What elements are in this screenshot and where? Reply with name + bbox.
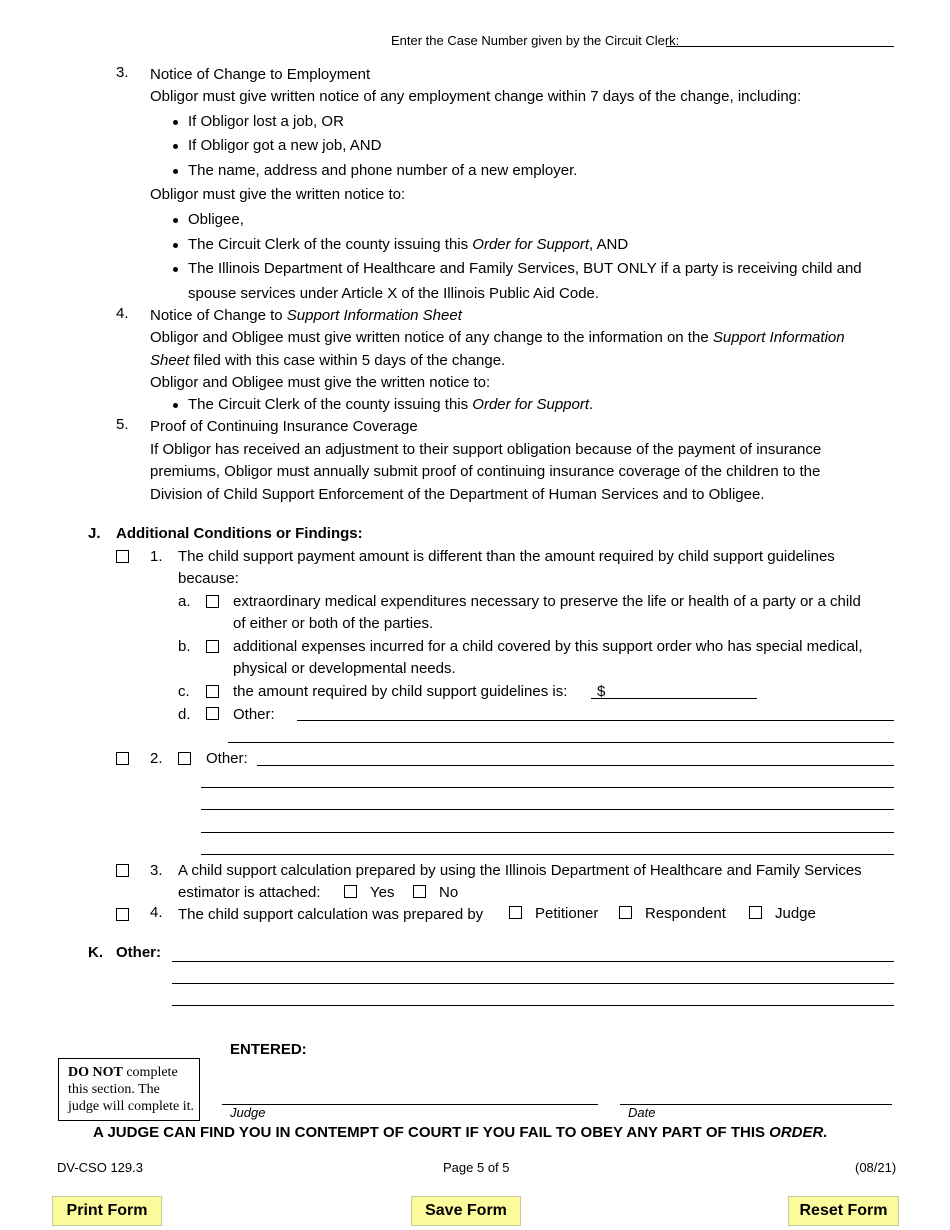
- date-field[interactable]: [620, 1104, 892, 1105]
- j3-line-1: A child support calculation prepared by using the Illinois Department of Healthcare and Family Services: [178, 862, 862, 879]
- j1a-letter: a.: [178, 593, 191, 610]
- j1a-line-1: extraordinary medical expenditures necessary to preserve the life or health of a party or a child: [233, 593, 861, 610]
- petitioner-label: Petitioner: [535, 905, 599, 922]
- bullet-icon: [173, 403, 178, 408]
- item-5-line-3: Division of Child Support Enforcement of the Department of Human Services and to Obligee.: [150, 486, 765, 503]
- j1d-checkbox[interactable]: [206, 707, 219, 720]
- case-number-field[interactable]: [666, 46, 894, 47]
- j4-text: The child support calculation was prepared by: [178, 906, 484, 923]
- j1c-text: the amount required by child support guidelines is:: [233, 683, 568, 700]
- k-other-field-line-3[interactable]: [172, 1005, 894, 1006]
- form-id: DV-CSO 129.3: [57, 1160, 143, 1175]
- item-3-number: 3.: [116, 64, 129, 81]
- revision-date: (08/21): [855, 1160, 897, 1175]
- j2-other-field[interactable]: [257, 765, 894, 766]
- bullet-icon: [173, 267, 178, 272]
- reset-form-button[interactable]: Reset Form: [788, 1196, 899, 1226]
- j2-other-field-line-3[interactable]: [201, 809, 894, 810]
- petitioner-checkbox[interactable]: [509, 906, 522, 919]
- case-number-label: Enter the Case Number given by the Circuit Clerk:: [391, 33, 680, 48]
- j1a-line-2: of either or both of the parties.: [233, 615, 434, 632]
- j1b-line-1: additional expenses incurred for a child covered by this support order who has special medical,: [233, 638, 863, 655]
- do-not-complete-box: DO NOT complete this section. The judge will complete it.: [58, 1058, 200, 1121]
- j3-checkbox[interactable]: [116, 864, 129, 877]
- no-checkbox[interactable]: [413, 885, 426, 898]
- respondent-label: Respondent: [645, 905, 726, 922]
- section-k-label: Other:: [116, 944, 161, 961]
- j1d-letter: d.: [178, 706, 191, 723]
- j1c-checkbox[interactable]: [206, 685, 219, 698]
- dollar-sign: $: [597, 683, 606, 700]
- j3-number: 3.: [150, 862, 163, 879]
- item-5-line-1: If Obligor has received an adjustment to their support obligation because of the payment of insurance: [150, 441, 822, 458]
- judge-signature-label: Judge: [230, 1105, 266, 1120]
- bullet-icon: [173, 120, 178, 125]
- judge-label: Judge: [775, 905, 816, 922]
- print-form-button[interactable]: Print Form: [52, 1196, 162, 1226]
- yes-checkbox[interactable]: [344, 885, 357, 898]
- section-j-letter: J.: [88, 525, 101, 542]
- j1-checkbox[interactable]: [116, 550, 129, 563]
- j2-other-field-line-2[interactable]: [201, 787, 894, 788]
- k-other-field-line-2[interactable]: [172, 983, 894, 984]
- item-3-intro: Obligor must give written notice of any employment change within 7 days of the change, including:: [150, 88, 802, 105]
- respondent-checkbox[interactable]: [619, 906, 632, 919]
- j1a-checkbox[interactable]: [206, 595, 219, 608]
- section-j-heading: Additional Conditions or Findings:: [116, 525, 363, 542]
- item-3-bullet-2: If Obligor got a new job, AND: [188, 137, 382, 154]
- j1b-line-2: physical or developmental needs.: [233, 660, 456, 677]
- j2-other-field-line-4[interactable]: [201, 832, 894, 833]
- bullet-icon: [173, 144, 178, 149]
- item-5-title: Proof of Continuing Insurance Coverage: [150, 418, 418, 435]
- k-other-field[interactable]: [172, 961, 894, 962]
- j1b-letter: b.: [178, 638, 191, 655]
- item-4-bullet-1: The Circuit Clerk of the county issuing this Order for Support.: [188, 396, 594, 413]
- j3-line-2: estimator is attached:: [178, 884, 321, 901]
- j1b-checkbox[interactable]: [206, 640, 219, 653]
- j2-other-checkbox[interactable]: [178, 752, 191, 765]
- judge-checkbox[interactable]: [749, 906, 762, 919]
- j1-line-1: The child support payment amount is different than the amount required by child support guidelines: [178, 548, 835, 565]
- item-4-title: Notice of Change to Support Information Sheet: [150, 307, 462, 324]
- j1d-text: Other:: [233, 706, 275, 723]
- bullet-icon: [173, 218, 178, 223]
- item-3-bullet-4: Obligee,: [188, 211, 244, 228]
- j1d-other-field-line-2[interactable]: [228, 742, 894, 743]
- item-5-line-2: premiums, Obligor must annually submit proof of continuing insurance coverage of the children to the: [150, 463, 821, 480]
- item-4-line-1: Obligor and Obligee must give written notice of any change to the information on the Support Information: [150, 329, 845, 346]
- item-4-line-3: Obligor and Obligee must give the written notice to:: [150, 374, 491, 391]
- j2-checkbox[interactable]: [116, 752, 129, 765]
- save-form-button[interactable]: Save Form: [411, 1196, 521, 1226]
- judge-signature-field[interactable]: [222, 1104, 598, 1105]
- item-3-title: Notice of Change to Employment: [150, 66, 371, 83]
- item-4-line-2: Sheet filed with this case within 5 days of the change.: [150, 352, 506, 369]
- bullet-icon: [173, 243, 178, 248]
- item-3-bullet-3: The name, address and phone number of a new employer.: [188, 162, 578, 179]
- j1c-letter: c.: [178, 683, 190, 700]
- j4-checkbox[interactable]: [116, 908, 129, 921]
- no-label: No: [439, 884, 459, 901]
- j1-line-2: because:: [178, 570, 239, 587]
- j1-number: 1.: [150, 548, 163, 565]
- item-3-notice-to: Obligor must give the written notice to:: [150, 186, 406, 203]
- contempt-warning: A JUDGE CAN FIND YOU IN CONTEMPT OF COURT IF YOU FAIL TO OBEY ANY PART OF THIS ORDER.: [93, 1124, 828, 1141]
- j2-number: 2.: [150, 750, 163, 767]
- item-3-bullet-6-line-2: spouse services under Article X of the Illinois Public Aid Code.: [188, 285, 600, 302]
- j2-other-field-line-5[interactable]: [201, 854, 894, 855]
- item-4-number: 4.: [116, 305, 129, 322]
- guideline-amount-field[interactable]: [591, 698, 757, 699]
- section-k-letter: K.: [88, 944, 103, 961]
- page-number: Page 5 of 5: [443, 1160, 510, 1175]
- item-3-bullet-5: The Circuit Clerk of the county issuing this Order for Support, AND: [188, 236, 629, 253]
- date-label: Date: [628, 1105, 656, 1120]
- item-3-bullet-1: If Obligor lost a job, OR: [188, 113, 344, 130]
- yes-label: Yes: [370, 884, 395, 901]
- bullet-icon: [173, 169, 178, 174]
- entered-label: ENTERED:: [230, 1041, 307, 1058]
- item-5-number: 5.: [116, 416, 129, 433]
- j1d-other-field[interactable]: [297, 720, 894, 721]
- j4-number: 4.: [150, 904, 163, 921]
- item-3-bullet-6-line-1: The Illinois Department of Healthcare and Family Services, BUT ONLY if a party is receiving child and: [188, 260, 862, 277]
- j2-text: Other:: [206, 750, 248, 767]
